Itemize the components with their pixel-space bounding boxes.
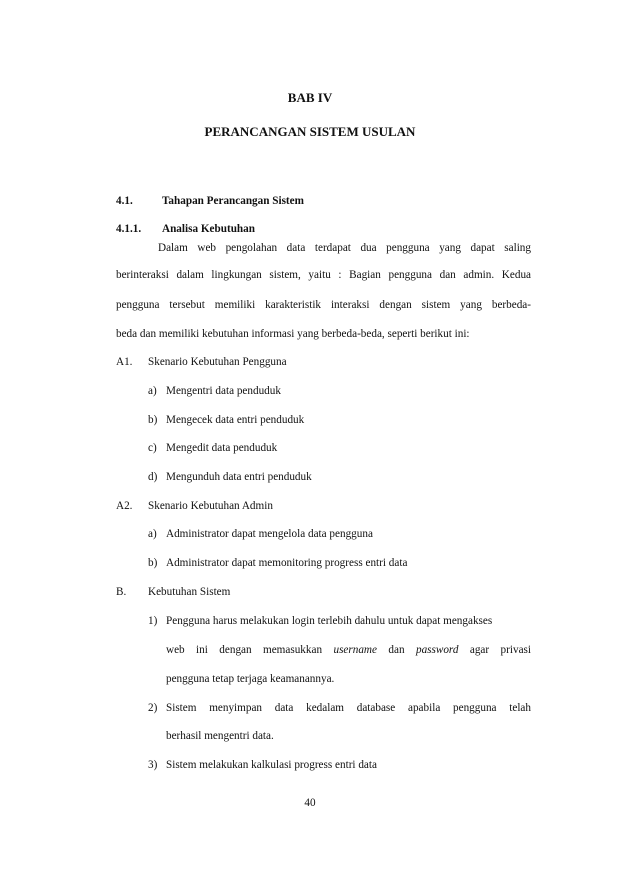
text-run: web ini dengan memasukkan (166, 644, 323, 656)
list-item: Administrator dapat memonitoring progress entri data (166, 557, 408, 569)
subsection-number: 4.1.1. (116, 223, 142, 235)
list-item-line: Sistem melakukan kalkulasi progress entri data (166, 759, 377, 771)
intro-line: beda dan memiliki kebutuhan informasi yang berbeda-beda, seperti berikut ini: (116, 328, 470, 340)
list-item: Mengecek data entri penduduk (166, 414, 305, 426)
intro-line: Dalam web pengolahan data terdapat dua pengguna yang dapat saling (158, 242, 531, 254)
section-title: Tahapan Perancangan Sistem (162, 195, 304, 207)
intro-line: berinteraksi dalam lingkungan sistem, yaitu : Bagian pengguna dan admin. Kedua (116, 269, 531, 281)
list-marker: 2) (148, 702, 158, 714)
section-number: 4.1. (116, 195, 133, 207)
list-marker: 3) (148, 759, 158, 771)
list-item-line: Pengguna harus melakukan login terlebih dahulu untuk dapat mengakses (166, 615, 493, 627)
page-number: 40 (304, 797, 316, 809)
list-item-line: berhasil mengentri data. (166, 730, 274, 742)
list-marker: b) (148, 414, 158, 426)
text-run: agar privasi (469, 644, 531, 656)
intro-line: pengguna tersebut memiliki karakteristik interaksi dengan sistem yang berbeda- (116, 299, 531, 311)
subsection-title: Analisa Kebutuhan (162, 223, 255, 235)
list-heading: Kebutuhan Sistem (148, 586, 231, 598)
list-heading: Skenario Kebutuhan Admin (148, 500, 273, 512)
chapter-title: PERANCANGAN SISTEM USULAN (204, 124, 416, 139)
list-item: Mengedit data penduduk (166, 442, 278, 454)
list-marker: a) (148, 528, 157, 540)
list-item-line: pengguna tetap terjaga keamanannya. (166, 673, 335, 685)
list-item-line (166, 643, 531, 657)
italic-term: username (333, 644, 377, 656)
list-marker: a) (148, 385, 157, 397)
list-marker: A1. (116, 356, 133, 368)
list-item-line: Sistem menyimpan data kedalam database apabila pengguna telah (166, 702, 531, 714)
list-marker: B. (116, 586, 127, 598)
list-heading: Skenario Kebutuhan Pengguna (148, 356, 287, 368)
list-item: Mengunduh data entri penduduk (166, 471, 312, 483)
list-marker: 1) (148, 615, 158, 627)
list-marker: c) (148, 442, 157, 454)
list-item: Mengentri data penduduk (166, 385, 281, 397)
italic-term: password (415, 644, 459, 656)
chapter-number: BAB IV (287, 90, 333, 105)
text-run: dan (388, 644, 405, 656)
list-item: Administrator dapat mengelola data pengguna (166, 528, 373, 540)
list-marker: A2. (116, 500, 133, 512)
list-marker: d) (148, 471, 158, 483)
list-marker: b) (148, 557, 158, 569)
